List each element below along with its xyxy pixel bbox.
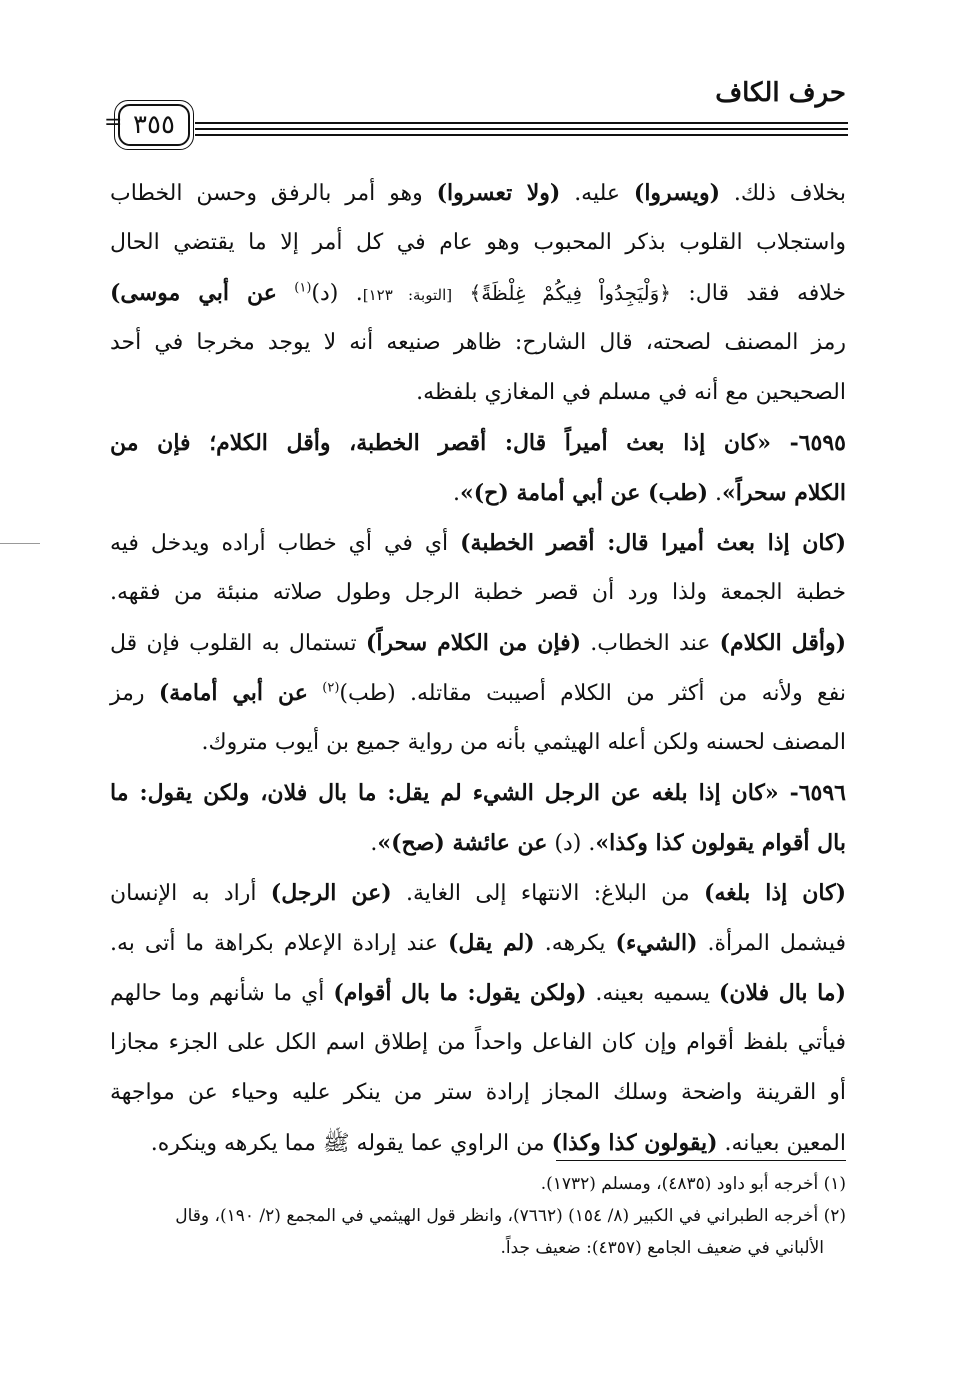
text-run: أو القرينة واضحة وسلك المجاز إرادة ستر من ينكر عليه وحياء عن مواجهة [110, 1080, 846, 1105]
body-text [110, 168, 846, 1168]
text-line [110, 818, 846, 868]
text-run: الصحيحين مع أنه في مسلم في المغازي بلفظه. [416, 380, 846, 405]
footnote: الألباني في ضعيف الجامع (٤٣٥٧): ضعيف جداً. [500, 1238, 824, 1258]
text-run: . [370, 831, 378, 856]
text-run: أي في أي خطاب أراده ويدخل فيه [110, 531, 461, 556]
text-run: من البلاغ: الانتهاء إلى الغاية. [391, 881, 705, 906]
bold-run: ٦٥٩٦- «كان إذا بلغه عن الرجل الشيء لم يقل: ما بال فلان، ولكن يقول: ما [110, 780, 846, 806]
text-run: . (د) [547, 831, 596, 856]
footnote-rule [556, 1160, 846, 1161]
bold-run: (طب) عن أبي أمامة (ح)» [460, 480, 708, 506]
text-line [110, 268, 846, 318]
text-run: واستجلاب القلوب بذكر المحبوب وهو عام في كل أمر إلا ما يقتضي الحال [110, 230, 846, 255]
text-run: رمز [110, 681, 159, 706]
footnotes [106, 1168, 846, 1264]
text-run: يكرهه. [534, 931, 616, 956]
text-line [110, 168, 846, 218]
footnote: (٢) أخرجه الطبراني في الكبير (٨/ ١٥٤) (٧٦٦٢)، وانظر قول الهيثمي في المجمع (٢/ ١٩٠)، وقال [175, 1206, 846, 1226]
text-run: أي ما شأنهم وما حالهم [110, 981, 334, 1006]
text-run: عند الخطاب. [581, 631, 720, 656]
text-run: تستمال به القلوب فإن قل [110, 631, 366, 656]
text-line [110, 768, 846, 818]
text-line [110, 918, 846, 968]
text-run: . [707, 481, 722, 506]
page-number: ٣٥٥ [118, 104, 190, 146]
bold-run: (الشيء) [615, 930, 698, 956]
bold-run: (يقولون كذا وكذا) [551, 1130, 718, 1156]
quran-quote: ﴿وَلْيَجِدُواْ فِيكُمْ غِلْظَةً﴾ [469, 281, 671, 305]
text-run: أراد به الإنسان [110, 881, 271, 906]
text-run: رمز المصنف لصحته، قال الشارح: ظاهر صنيعه أنه لا يوجد مخرجا في أحد [110, 330, 846, 355]
header-mark: = [104, 110, 123, 135]
text-run [308, 681, 322, 706]
text-run: نفع ولأنه من أكثر من الكلام أصيبت مقاتله. (طب) [339, 681, 846, 706]
footnote-ref: (١) [294, 280, 312, 296]
text-line [110, 318, 846, 368]
text-line [110, 368, 846, 418]
text-run: وهو أمر بالرفق وحسن الخطاب [110, 181, 437, 206]
bold-run: (ويسروا) [633, 180, 720, 206]
margin-mark [0, 543, 40, 544]
bold-run: (لم يقل) [447, 930, 535, 956]
text-line [110, 568, 846, 618]
text-line [110, 968, 846, 1018]
bold-run: عن عائشة (صح)» [377, 830, 548, 856]
bold-run: (وأقل الكلام) [719, 630, 847, 656]
text-line [110, 468, 846, 518]
text-run: بخلاف ذلك. [719, 181, 847, 206]
text-run: يسميه بعينه. [586, 981, 719, 1006]
bold-run: (ما بال فلان) [718, 980, 846, 1006]
bold-run: (فإن من الكلام سحراً) [365, 630, 582, 656]
text-run [277, 281, 294, 306]
text-run: المعين بعيانه. [717, 1131, 846, 1156]
text-run: من الراوي عما يقوله ﷺ مما يكرهه وينكره. [150, 1131, 552, 1156]
bold-run: الكلام سحراً» [721, 480, 846, 506]
text-run: عند إرادة الإعلام بكراهة ما أتى به. [110, 931, 448, 956]
bold-run: عن أبي أمامة) [158, 680, 308, 706]
text-line [110, 618, 846, 668]
text-line [110, 868, 846, 918]
text-run: . [453, 481, 461, 506]
bold-run: عن أبي موسى) [110, 280, 277, 306]
header-rule [195, 128, 848, 130]
footnote: (١) أخرجه أبو داود (٤٨٣٥)، ومسلم (١٧٣٢). [540, 1174, 846, 1194]
citation: [التوبة: ١٢٣] [362, 286, 453, 304]
text-run: المصنف لحسنه ولكن أعله الهيثمي بأنه من رواية جميع بن أيوب متروك. [201, 730, 846, 755]
text-run: فيأتي بلفظ أقوام وإن كان الفاعل واحداً من إطلاق اسم الكل على الجزء مجازا [110, 1030, 846, 1055]
bold-run: (ولكن يقول: ما بال أقوام) [333, 980, 587, 1006]
text-line [110, 668, 846, 718]
running-title: حرف الكاف [715, 78, 846, 108]
bold-run: ٦٥٩٥- «كان إذا بعث أميراً قال: أقصر الخطبة، وأقل الكلام؛ فإن من [110, 430, 846, 456]
text-line [110, 1018, 846, 1068]
bold-run: بال أقوام يقولون كذا وكذا» [595, 830, 846, 856]
text-line [110, 718, 846, 768]
text-run: . (د) [311, 281, 363, 306]
text-run: خلافه فقد قال: [671, 281, 847, 306]
bold-run: (كان إذا بلغه) [704, 880, 846, 906]
text-run: عليه. [560, 181, 634, 206]
text-line [110, 1068, 846, 1118]
text-run [452, 281, 469, 306]
text-line [110, 418, 846, 468]
text-line [110, 218, 846, 268]
bold-run: (ولا تعسروا) [436, 180, 561, 206]
bold-run: (كان إذا بعث أميرا قال: أقصر الخطبة) [460, 530, 846, 556]
text-run: خطبة الجمعة ولذا ورد أن قصر خطبة الرجل وطول صلاته منبئة من فقهه. [110, 580, 846, 605]
text-line [110, 518, 846, 568]
header-rule [195, 122, 848, 124]
text-run: فيشمل المرأة. [697, 931, 846, 956]
footnote-ref: (٢) [322, 680, 340, 696]
bold-run: (عن الرجل) [270, 880, 392, 906]
header-rule [195, 134, 848, 136]
